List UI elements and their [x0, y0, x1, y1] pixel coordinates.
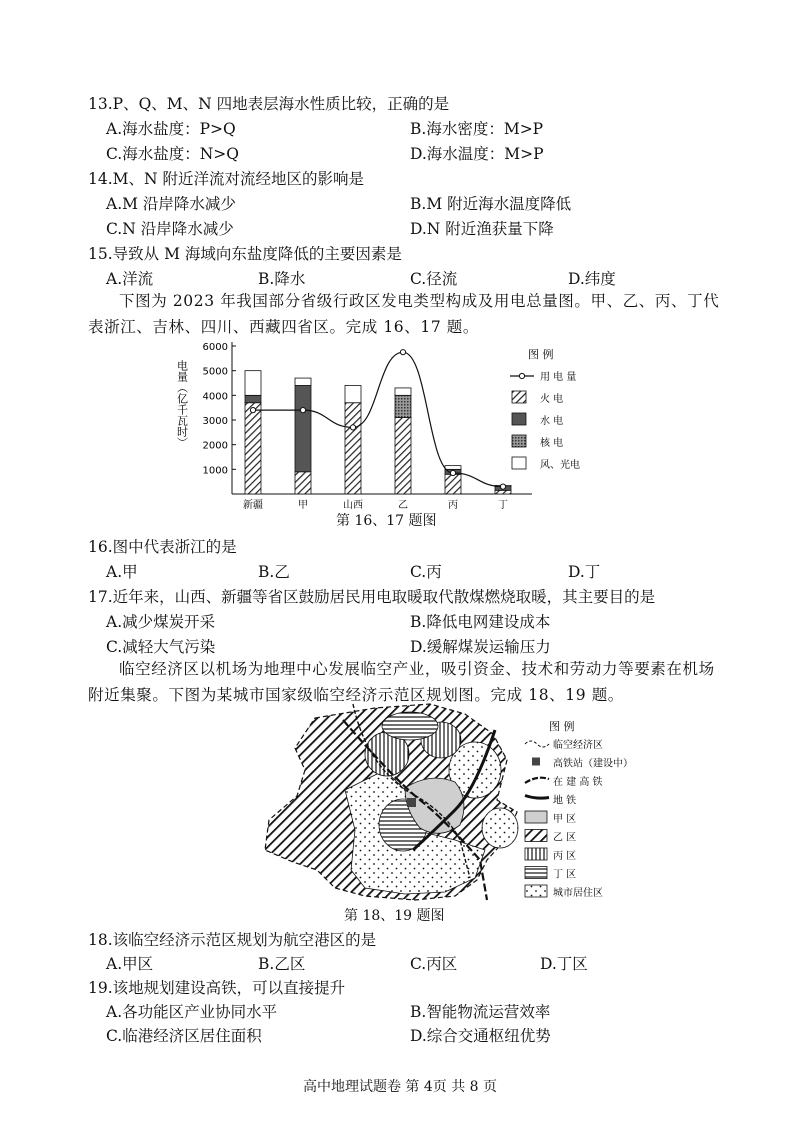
- bar-segment: [495, 490, 511, 494]
- legend-swatch-area: [525, 848, 547, 860]
- legend-swatch-area: [525, 885, 547, 897]
- bar-segment: [345, 385, 361, 402]
- legend-swatch-rail: [525, 778, 549, 783]
- q13-option-a: A.海水盐度：P>Q: [106, 120, 236, 138]
- q13-option-c: C.海水盐度：N>Q: [106, 145, 239, 163]
- question-17-stem: 17.近年来，山西、新疆等省区鼓励居民用电取暖取代散煤燃烧取暖，其主要目的是: [88, 588, 656, 606]
- y-tick-label: 4000: [202, 391, 228, 403]
- legend-swatch-subway: [525, 796, 549, 799]
- legend-item-label: 水 电: [540, 416, 564, 427]
- consumption-point: [400, 350, 405, 355]
- q19-option-c: C.临港经济区居住面积: [106, 1027, 262, 1045]
- legend-swatch: [512, 435, 526, 447]
- legend-swatch-area: [525, 830, 547, 842]
- consumption-point: [350, 425, 355, 430]
- x-tick-label: 甲: [298, 500, 308, 510]
- y-tick-label: 3000: [202, 416, 228, 427]
- high-speed-rail-station-icon: [407, 798, 416, 807]
- page-footer: 高中地理试题卷 第 4页 共 8 页: [302, 1079, 498, 1095]
- map-legend-item-label: 临空经济区: [553, 740, 603, 751]
- residential-area-e: [482, 808, 518, 848]
- q18-option-c: C.丙区: [410, 955, 458, 973]
- q17-option-a: A.减少煤炭开采: [106, 613, 216, 631]
- q13-option-d: D.海水温度：M>P: [410, 145, 544, 163]
- legend-line-marker: [519, 373, 524, 378]
- y-tick-label: 5000: [202, 366, 228, 378]
- legend-item-label: 风、光电: [540, 460, 580, 471]
- legend-swatch-area: [525, 811, 547, 823]
- q18-option-a: A.甲区: [106, 955, 154, 973]
- map-legend-item-label: 甲 区: [553, 814, 577, 825]
- intro-paragraph-16-17: 下图为 2023 年我国部分省级行政区发电类型构成及用电总量图。甲、乙、丙、丁代表浙江、吉林、四川、西藏四省区。完成 16、17 题。: [88, 292, 720, 336]
- q16-option-b: B.乙: [258, 563, 290, 581]
- q19-option-a: A.各功能区产业协同水平: [106, 1003, 278, 1021]
- legend-swatch: [512, 413, 526, 425]
- q14-option-d: D.N 附近渔获量下降: [410, 220, 554, 238]
- q17-option-b: B.降低电网建设成本: [410, 613, 551, 631]
- q17-option-d: D.缓解煤炭运输压力: [410, 638, 551, 656]
- q14-option-c: C.N 沿岸降水减少: [106, 220, 234, 238]
- map-legend-item-label: 丁 区: [553, 869, 577, 881]
- q17-option-c: C.减轻大气污染: [106, 638, 216, 656]
- legend-swatch-station: [532, 758, 540, 766]
- x-tick-label: 新疆: [243, 500, 263, 510]
- q16-option-d: D.丁: [568, 563, 601, 581]
- bar-segment: [445, 466, 461, 470]
- question-16-stem: 16.图中代表浙江的是: [88, 538, 237, 556]
- q19-option-b: B.智能物流运营效率: [410, 1003, 551, 1021]
- bar-segment: [295, 385, 311, 471]
- question-18-stem: 18.该临空经济示范区规划为航空港区的是: [88, 931, 377, 949]
- q18-option-d: D.丁区: [540, 955, 588, 973]
- legend-item-label: 核 电: [540, 438, 564, 449]
- bar-segment: [295, 378, 311, 385]
- q13-option-b: B.海水密度：M>P: [410, 120, 544, 138]
- map-caption: 第 18、19 题图: [344, 908, 445, 924]
- legend-item-label: 用 电 量: [540, 372, 577, 383]
- q15-option-c: C.径流: [410, 270, 458, 288]
- bar-segment: [245, 371, 261, 396]
- x-tick-label: 丁: [498, 500, 508, 510]
- legend-swatch: [512, 457, 526, 469]
- map-legend-item-label: 在 建 高 铁: [553, 777, 603, 788]
- bar-segment: [295, 472, 311, 494]
- map-legend-item-label: 乙 区: [553, 832, 577, 844]
- bar-segment: [245, 395, 261, 402]
- x-tick-label: 丙: [448, 500, 458, 510]
- chart-legend-title: 图 例: [528, 348, 554, 361]
- legend-swatch-zone: [525, 741, 549, 747]
- map-legend-item-label: 城市居住区: [553, 888, 603, 899]
- bar-segment: [245, 403, 261, 494]
- airport-economic-zone-map: [255, 700, 635, 908]
- legend-swatch: [512, 391, 526, 403]
- map-legend-item-label: 丙 区: [553, 851, 577, 862]
- q19-option-d: D.综合交通枢纽优势: [410, 1027, 551, 1045]
- bar-segment: [345, 403, 361, 494]
- q15-option-a: A.洋流: [106, 270, 154, 288]
- y-tick-label: 1000: [202, 465, 228, 477]
- question-15-stem: 15.导致从 M 海域向东盐度降低的主要因素是: [88, 245, 402, 263]
- y-tick-label: 2000: [202, 440, 228, 452]
- q14-option-b: B.M 附近海水温度降低: [410, 195, 572, 213]
- y-tick-label: 6000: [202, 342, 228, 353]
- q16-option-c: C.丙: [410, 563, 442, 581]
- zone-ding-1: [382, 712, 438, 740]
- q15-option-d: D.纬度: [568, 270, 616, 288]
- consumption-point: [300, 408, 305, 413]
- question-19-stem: 19.该地规划建设高铁，可以直接提升: [88, 979, 346, 997]
- chart-caption: 第 16、17 题图: [336, 513, 437, 529]
- x-tick-label: 乙: [398, 500, 408, 510]
- bar-segment: [395, 418, 411, 494]
- bar-segment: [395, 388, 411, 395]
- q16-option-a: A.甲: [106, 563, 138, 581]
- consumption-point: [500, 484, 505, 489]
- consumption-point: [450, 470, 455, 475]
- bar-segment: [445, 474, 461, 494]
- map-legend-item-label: 高铁站（建设中）: [553, 758, 633, 770]
- power-generation-chart: [170, 338, 610, 510]
- x-tick-label: 山西: [343, 500, 363, 510]
- question-14-stem: 14.M、N 附近洋流对流经地区的影响是: [88, 170, 365, 188]
- map-legend-title: 图 例: [549, 720, 575, 733]
- consumption-line: [253, 352, 503, 486]
- q18-option-b: B.乙区: [258, 955, 306, 973]
- bar-segment: [395, 395, 411, 417]
- q14-option-a: A.M 沿岸降水减少: [106, 195, 236, 213]
- legend-swatch-area: [525, 867, 547, 879]
- y-axis-label: 电量（亿千瓦时）: [175, 360, 189, 448]
- q15-option-b: B.降水: [258, 270, 306, 288]
- consumption-point: [250, 408, 255, 413]
- legend-item-label: 火 电: [540, 394, 564, 405]
- intro-paragraph-18-19: 临空经济区以机场为地理中心发展临空产业，吸引资金、技术和劳动力等要素在机场附近集聚。下图为某城市国家级临空经济示范区规划图。完成 18、19 题。: [88, 660, 715, 704]
- map-legend-item-label: 地 铁: [553, 795, 577, 807]
- question-13-stem: 13.P、Q、M、N 四地表层海水性质比较，正确的是: [88, 95, 450, 113]
